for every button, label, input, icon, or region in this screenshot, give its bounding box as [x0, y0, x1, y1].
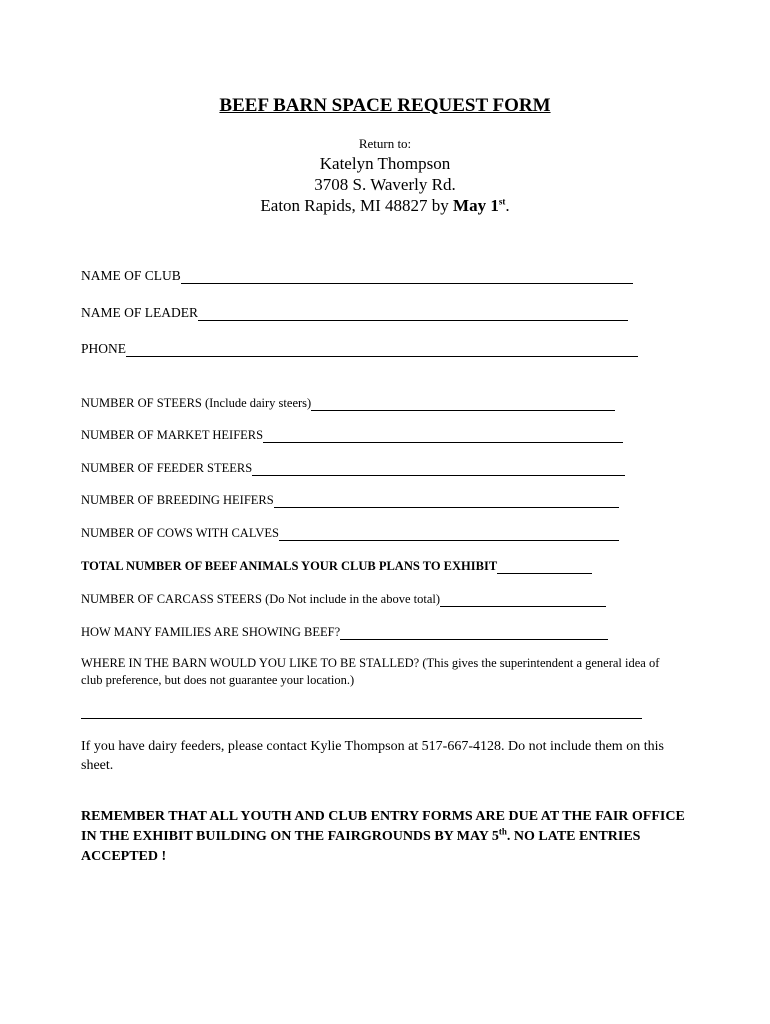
- families-field: [81, 624, 608, 640]
- cows-calves-input-line[interactable]: [279, 526, 619, 541]
- feeder-steers-label: NUMBER OF FEEDER STEERS: [81, 461, 253, 475]
- leader-label: NAME OF LEADER: [81, 305, 198, 320]
- deadline-date: May 1: [453, 196, 499, 215]
- reminder-date-suffix: th: [498, 826, 507, 837]
- total-field: [81, 558, 592, 574]
- market-heifers-label: NUMBER OF MARKET HEIFERS: [81, 428, 264, 442]
- feeder-steers-field: [81, 460, 625, 476]
- cows-calves-label: NUMBER OF COWS WITH CALVES: [81, 526, 279, 540]
- steers-field: [81, 395, 615, 411]
- return-to-label: Return to:: [358, 136, 412, 151]
- families-label: HOW MANY FAMILIES ARE SHOWING BEEF?: [81, 625, 341, 639]
- carcass-input-line[interactable]: [440, 592, 606, 607]
- form-title: BEEF BARN SPACE REQUEST FORM: [219, 95, 551, 116]
- families-input-line[interactable]: [340, 625, 608, 640]
- steers-input-line[interactable]: [311, 396, 615, 411]
- breeding-heifers-input-line[interactable]: [274, 493, 619, 508]
- club-label: NAME OF CLUB: [81, 268, 181, 283]
- cows-calves-field: [81, 525, 619, 541]
- deadline-period: .: [505, 196, 510, 215]
- where-stalled-input-line[interactable]: [81, 708, 642, 719]
- reminder-closing: . NO LATE ENTRIES ACCEPTED !: [81, 829, 641, 864]
- market-heifers-input-line[interactable]: [263, 428, 623, 443]
- total-input-line[interactable]: [497, 559, 592, 574]
- steers-label: NUMBER OF STEERS (Include dairy steers): [81, 396, 312, 410]
- where-stalled-question: WHERE IN THE BARN WOULD YOU LIKE TO BE STALLED? (This gives the superintendent a general idea of club preference, but does not guarantee your location.): [81, 656, 660, 687]
- deadline-suffix: st: [498, 196, 506, 207]
- reminder-notice: [81, 807, 701, 867]
- city-text: Eaton Rapids, MI 48827 by: [260, 196, 454, 215]
- total-label: TOTAL NUMBER OF BEEF ANIMALS YOUR CLUB PLANS TO EXHIBIT: [81, 559, 498, 573]
- city-deadline: [0, 196, 770, 216]
- market-heifers-field: [81, 427, 623, 443]
- street-address: 3708 S. Waverly Rd.: [314, 175, 456, 194]
- breeding-heifers-field: [81, 492, 619, 508]
- dairy-feeders-note: If you have dairy feeders, please contact Kylie Thompson at 517-667-4128. Do not include them on this sheet.: [81, 739, 664, 773]
- phone-label: PHONE: [81, 341, 127, 356]
- phone-field: [81, 341, 638, 357]
- carcass-label: NUMBER OF CARCASS STEERS (Do Not include in the above total): [81, 592, 441, 606]
- phone-input-line[interactable]: [126, 342, 638, 357]
- reminder-text: REMEMBER THAT ALL YOUTH AND CLUB ENTRY FORMS ARE DUE AT THE FAIR OFFICE IN THE EXHIBIT BUILDING ON THE FAIRGROUNDS BY MAY 5: [81, 809, 685, 844]
- club-field: [81, 268, 633, 284]
- carcass-field: [81, 591, 606, 607]
- leader-input-line[interactable]: [198, 306, 628, 321]
- leader-field: [81, 305, 628, 321]
- feeder-steers-input-line[interactable]: [252, 461, 625, 476]
- breeding-heifers-label: NUMBER OF BREEDING HEIFERS: [81, 493, 274, 507]
- contact-name: Katelyn Thompson: [319, 154, 451, 173]
- club-input-line[interactable]: [181, 269, 633, 284]
